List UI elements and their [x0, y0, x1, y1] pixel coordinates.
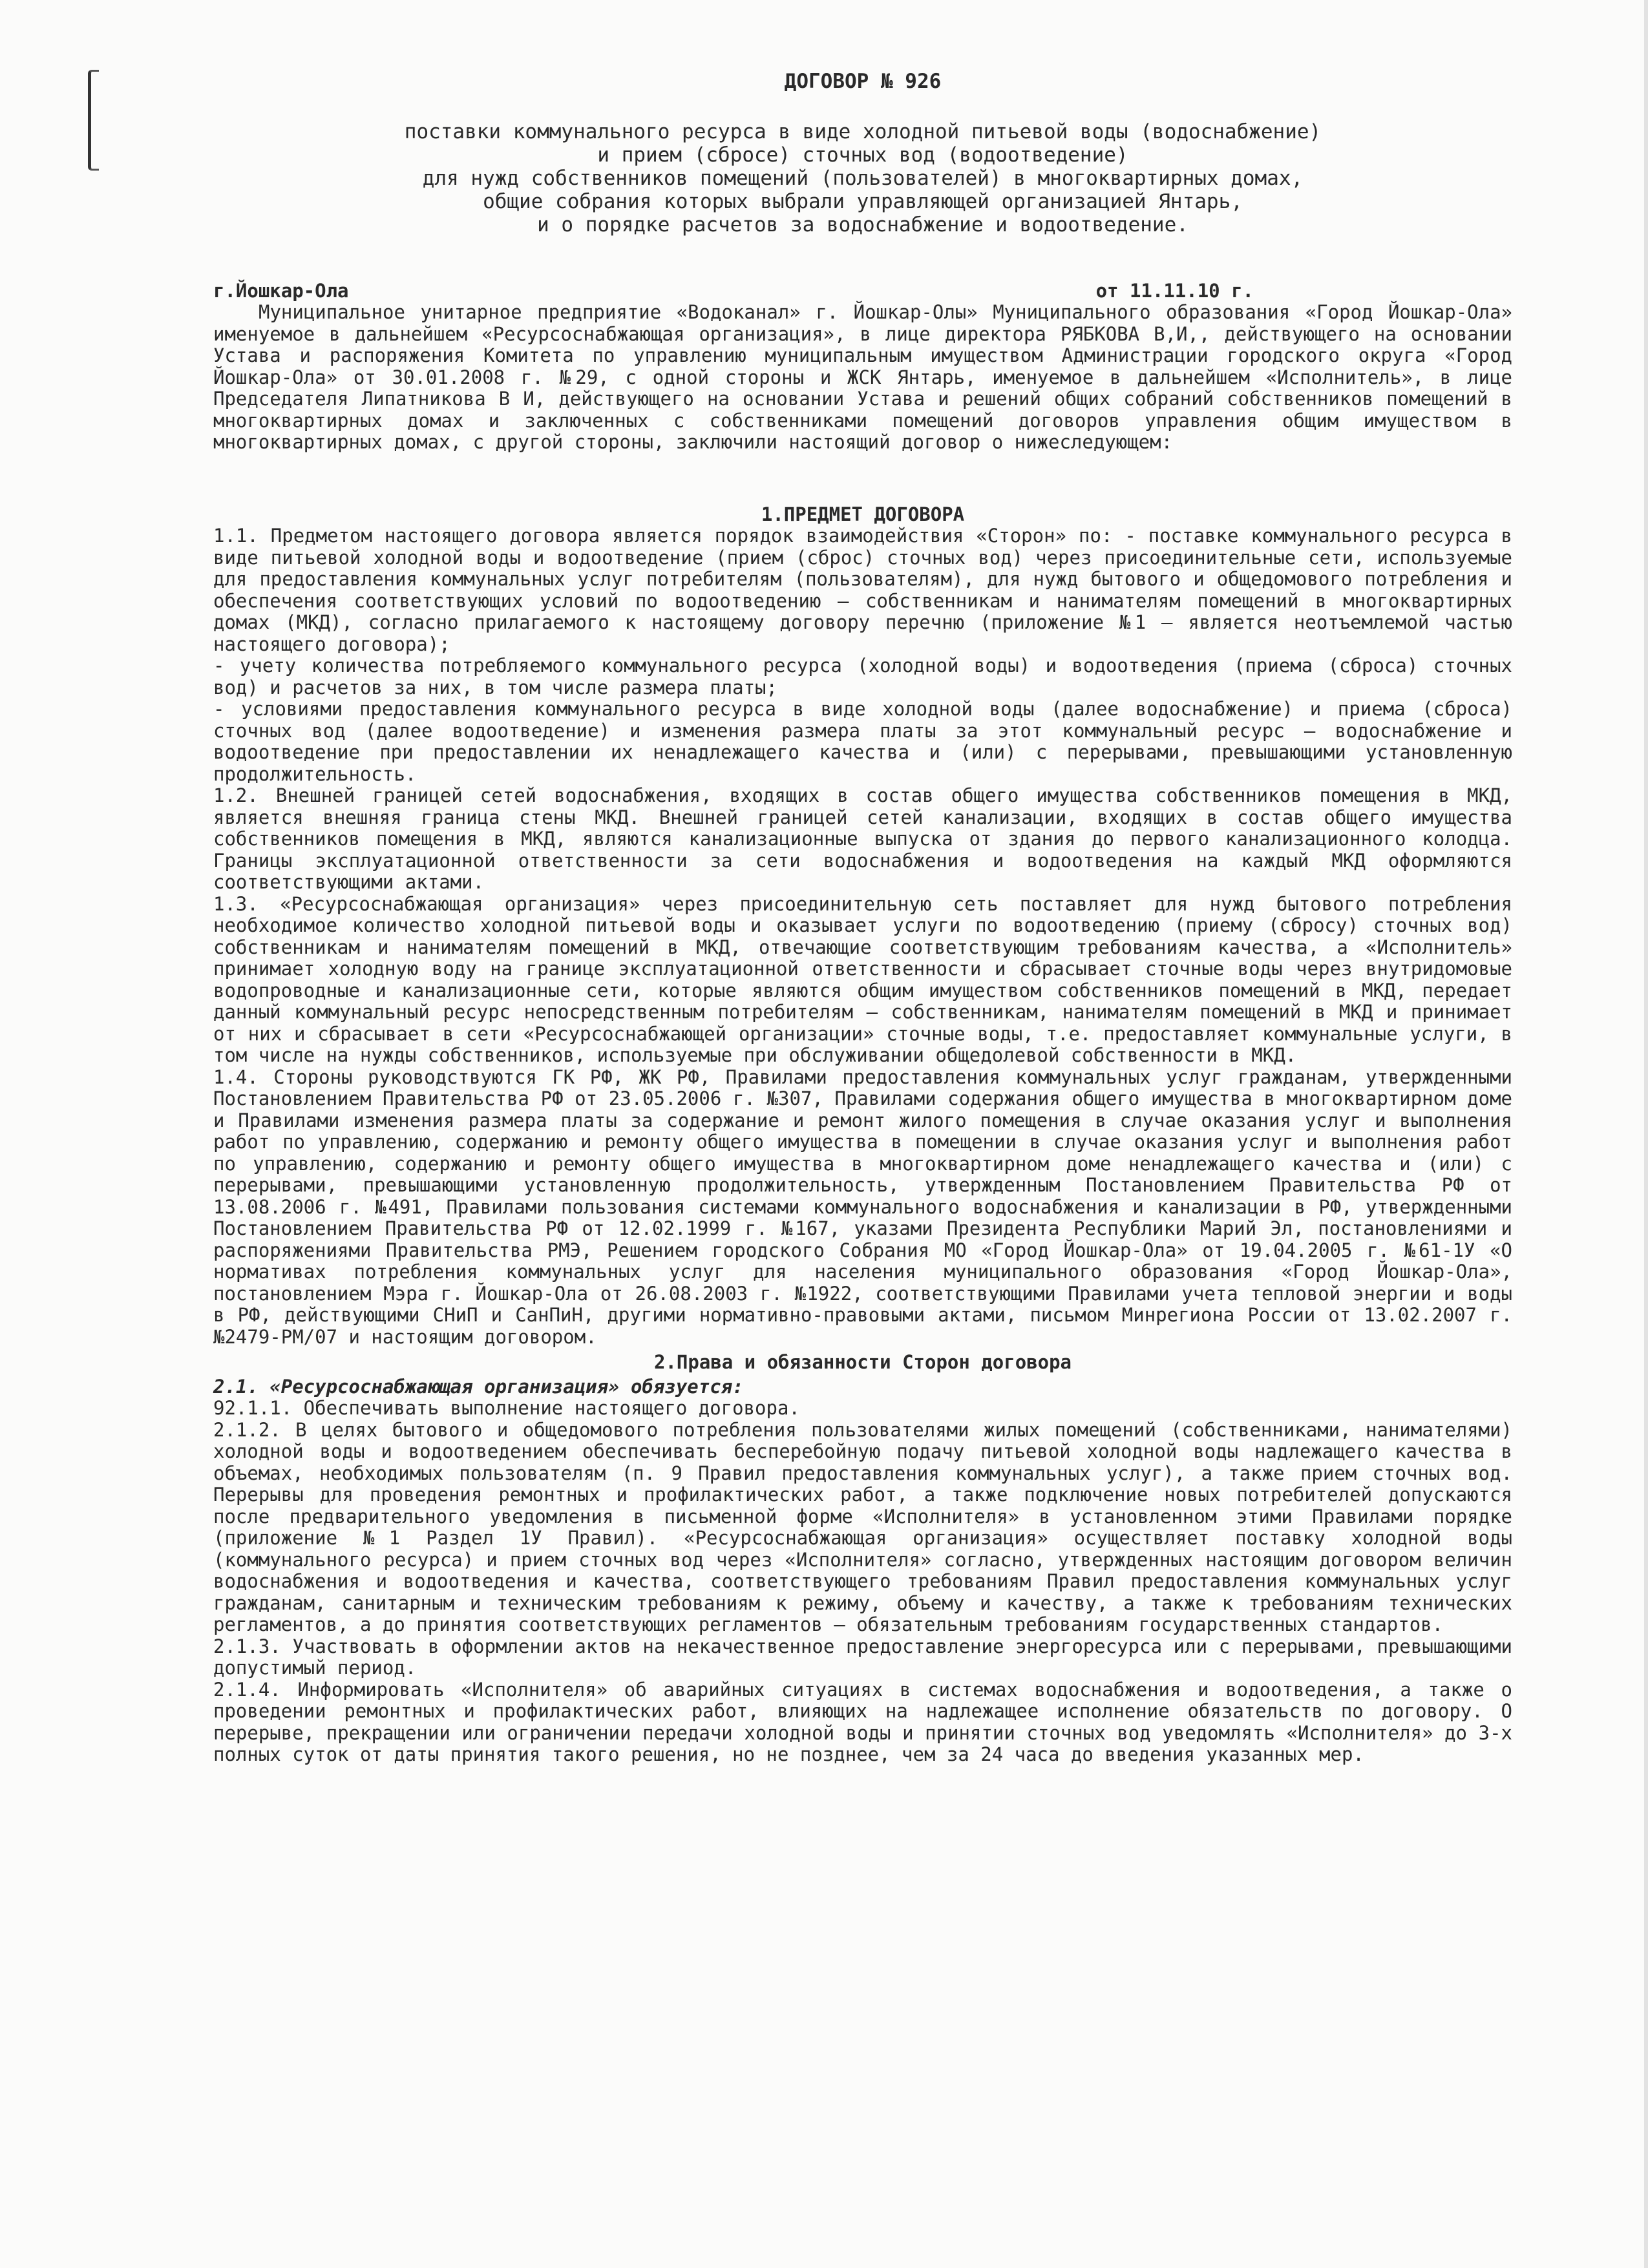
section-2-title: 2.Права и обязанности Сторон договора — [653, 1351, 1072, 1373]
clause-1-4: 1.4. Стороны руководствуются ГК РФ, ЖК РФ, Правилами предоставления коммунальных услуг гражданам, утвержденными Постановлением Правительства РФ от 23.05.2006 г. №307, Правилами содержания общего имущества в многоквартирном доме и Правилами изменения размера платы за содержание и ремонт жилого помещения в случае оказания услуг и выполнения работ по управлению, содержанию и ремонту общего имущества в помещении в случае оказания услуг и выполнения работ по управлению, содержанию и ремонту общего имущества в многоквартирном доме ненадлежащего качества и (или) с перерывами, превышающими установленную продолжительность, утвержденным Постановлением Правительства РФ от 13.08.2006 г. №491, Правилами пользования системами коммунального водоснабжения и канализации в РФ, утвержденными Постановлением Правительства РФ от 12.02.1999 г. №167, указами Президента Республики Марий Эл, постановлениями и распоряжениями Правительства РМЭ, Решением городского Собрания МО «Город Йошкар-Ола» от 19.04.2005 г. №61-1У «О нормативах потребления коммунальных услуг для населения муниципального образования «Город Йошкар-Ола», постановлением Мэра г. Йошкар-Ола от 26.08.2003 г. №1922, соответствующими Правилами учета тепловой энергии и воды в РФ, действующими СНиП и СанПиН, другими нормативно-правовыми актами, письмом Минрегиона России от 13.02.2007 г. №2479-РМ/07 и настоящим договором. — [213, 1066, 1512, 1348]
city: г.Йошкар-Ола — [213, 279, 349, 302]
clause-1-3: 1.3. «Ресурсоснабжающая организация» через присоединительную сеть поставляет для нужд бытового потребления необходимое количество холодной питьевой воды и оказывает услуги по водоотведению (приему (сбросу) сточных вод) собственникам и нанимателям помещений в МКД, отвечающие соответствующим требованиям качества, а «Исполнитель» принимает холодную воду на границе эксплуатационной ответственности и сбрасывает сточные воды через внутридомовые водопроводные и канализационные сети, которые являются общим имуществом собственников помещений в МКД, передает данный коммунальный ресурс непосредственным потребителям – собственникам, нанимателям помещений в МКД и принимает от них и сбрасывает в сети «Ресурсоснабжающей организации» сточные воды, т.е. предоставляет коммунальные услуги, в том числе на нужды собственников, используемые при обслуживании общедолевой собственности в МКД. — [213, 892, 1512, 1066]
clause-2-1-2: 2.1.2. В целях бытового и общедомового потребления пользователями жилых помещений (собственниками, нанимателями) холодной воды и водоотведением обеспечивать бесперебойную подачу питьевой холодной воды надлежащего качества в объемах, необходимых пользователям (п. 9 Правил предоставления коммунальных услуг), а также прием сточных вод. Перерывы для проведения ремонтных и профилактических работ, а также подключение новых потребителей допускаются после предварительного уведомления в письменной форме «Исполнителя» в установленном этими Правилами порядке (приложение №1 Раздел 1У Правил). «Ресурсоснабжающая организация» осуществляет поставку холодной воды (коммунального ресурса) и прием сточных вод через «Исполнителя» согласно, утвержденных настоящим договором величин водоснабжения и водоотведения и качества, соответствующего требованиям Правил предоставления коммунальных услуг гражданам, санитарным и техническим требованиям к режиму, объему и качеству, а также к требованиям технических регламентов, а до принятия соответствующих регламентов – обязательным требованиям государственных стандартов. — [213, 1418, 1512, 1635]
subtitle-line: и о порядке расчетов за водоснабжение и водоотведение. — [537, 213, 1188, 236]
contract-document — [213, 71, 1512, 1766]
clause-1-1: 1.1. Предметом настоящего договора является порядок взаимодействия «Сторон» по: - поставке коммунального ресурса в виде питьевой холодной воды и водоотведение (прием (сброс) сточных вод) через присоединительные сети, используемые для предоставления коммунальных услуг потребителям (пользователям), для нужд бытового и общедомового потребления и обеспечения соответствующих условий по водоотведению – собственникам и нанимателям помещений в многоквартирных домах (МКД), согласно прилагаемого к настоящему договору перечню (приложение №1 – является неотъемлемой частью настоящего договора); — [213, 525, 1512, 655]
subtitle-line: для нужд собственников помещений (пользователей) в многоквартирных домах, — [422, 166, 1304, 190]
clause-2-1-4: 2.1.4. Информировать «Исполнителя» об аварийных ситуациях в системах водоснабжения и водоотведения, а также о проведении ремонтных и профилактических работ, влияющих на надлежащее исполнение обязательств по договору. О перерыве, прекращении или ограничении передачи холодной воды и принятии сточных вод уведомлять «Исполнителя» до 3-х полных суток от даты принятия такого решения, но не позднее, чем за 24 часа до введения указанных мер. — [213, 1678, 1512, 1765]
place-date-row — [213, 280, 1512, 302]
clause-2-1-1: 92.1.1. Обеспечивать выполнение настоящего договора. — [213, 1397, 800, 1419]
section-2-1-heading: 2.1. «Ресурсоснабжающая организация» обязуется: — [213, 1375, 744, 1398]
clause-1-1-item: - условиями предоставления коммунального ресурса в виде холодной воды (далее водоснабжение) и приема (сброса) сточных вод (далее водоотведение) и изменения размера платы за этот коммунальный ресурс – водоснабжение и водоотведение при предоставлении их ненадлежащего качества и (или) с перерывами, превышающими установленную продолжительность. — [213, 698, 1512, 785]
section-1-title: 1.ПРЕДМЕТ ДОГОВОРА — [761, 503, 965, 525]
clause-1-1-item: - учету количества потребляемого коммунального ресурса (холодной воды) и водоотведения (приема (сброса) сточных вод) и расчетов за них, в том числе размера платы; — [213, 655, 1512, 698]
clause-1-2: 1.2. Внешней границей сетей водоснабжения, входящих в состав общего имущества собственников помещения в МКД, является внешняя граница стены МКД. Внешней границей сетей канализации, входящих в состав общего имущества собственников помещения в МКД, являются канализационные выпуска от здания до первого канализационного колодца. Границы эксплуатационной ответственности за сети водоснабжения и водоотведения на каждый МКД оформляются соответствующими актами. — [213, 784, 1512, 893]
subtitle-line: общие собрания которых выбрали управляющей организацией Янтарь, — [483, 189, 1243, 213]
contract-date: от 11.11.10 г. — [1095, 279, 1254, 302]
page-edge-shadow — [1644, 0, 1648, 2268]
document-subtitle — [213, 120, 1512, 236]
clause-2-1-3: 2.1.3. Участвовать в оформлении актов на некачественное предоставление энергоресурса или с перерывами, превышающими допустимый период. — [213, 1635, 1512, 1679]
document-title: ДОГОВОР № 926 — [784, 70, 942, 93]
subtitle-line: и прием (сбросе) сточных вод (водоотведение) — [597, 143, 1128, 167]
binder-punch-mark — [88, 70, 99, 171]
subtitle-line: поставки коммунального ресурса в виде холодной питьевой воды (водоснабжение) — [404, 120, 1322, 143]
preamble: Муниципальное унитарное предприятие «Водоканал» г. Йошкар-Олы» Муниципального образования «Город Йошкар-Ола» именуемое в дальнейшем «Ресурсоснабжающая организация», в лице директора РЯБКОВА В,И,, действующего на основании Устава и распоряжения Комитета по управлению муниципальным имуществом Администрации городского округа «Город Йошкар-Ола» от 30.01.2008 г. №29, с одной стороны и ЖСК Янтарь, именуемое в дальнейшем «Исполнитель», в лице Председателя Липатникова В И, действующего на основании Устава и решений общих собраний собственников помещений в многоквартирных домах и заключенных с собственниками помещений договоров управления общим имуществом в многоквартирных домах, с другой стороны, заключили настоящий договор о нижеследующем: — [213, 301, 1512, 453]
